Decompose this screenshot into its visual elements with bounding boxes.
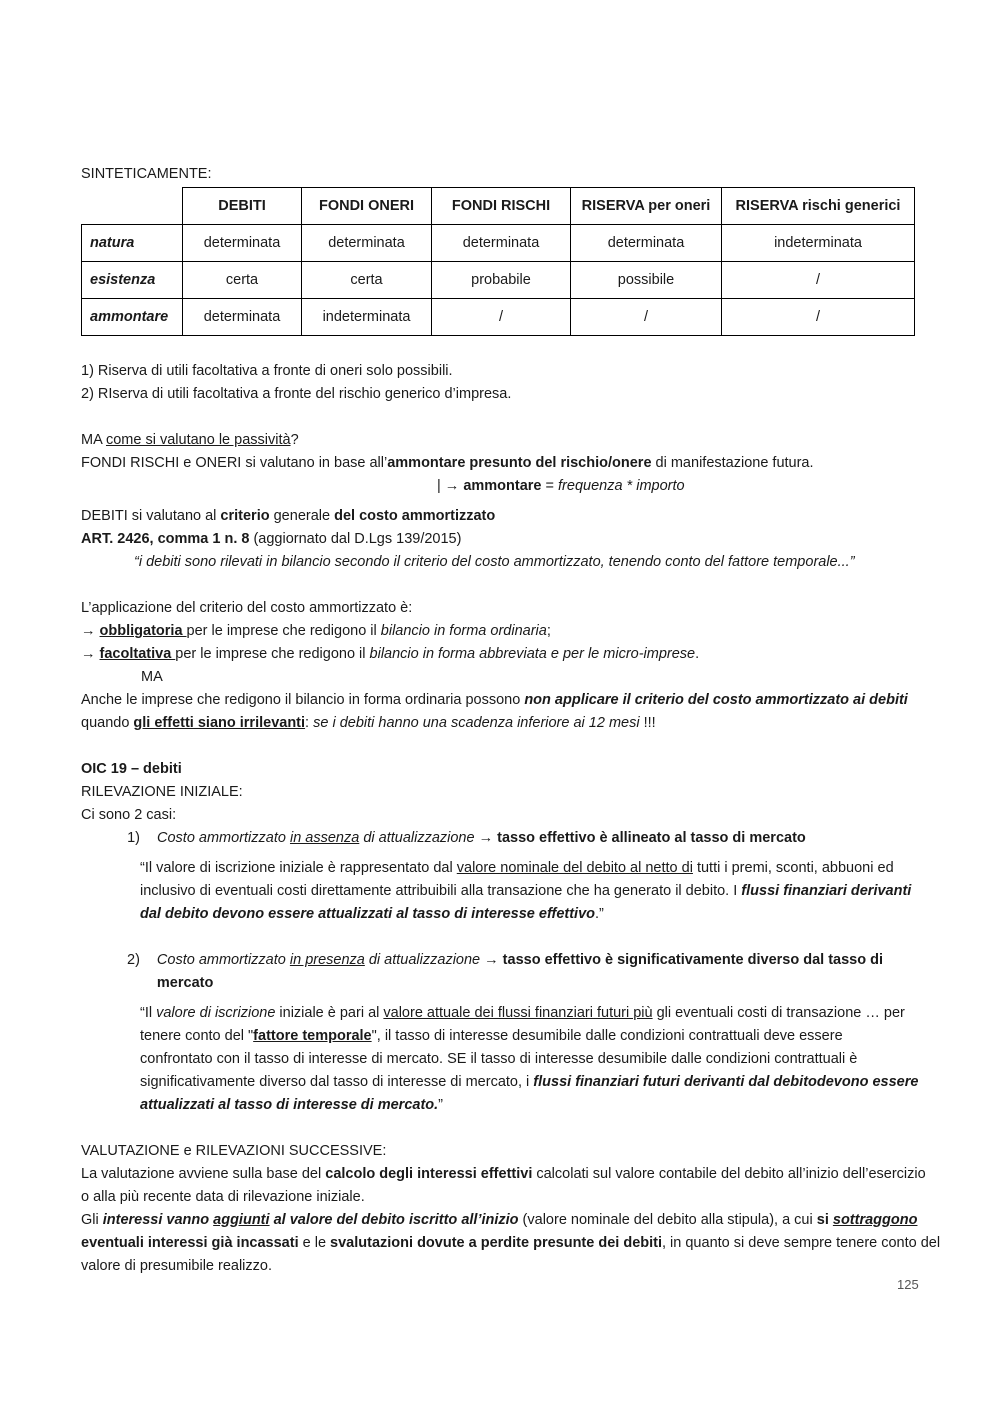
text: per le imprese che redigono il <box>175 646 370 662</box>
valutazione-heading: VALUTAZIONE e RILEVAZIONI SUCCESSIVE: <box>81 1143 387 1159</box>
case-text <box>140 949 941 995</box>
case-number: 2) <box>127 952 140 968</box>
valutazione-line: o alla più recente data di rilevazione iniziale. <box>81 1189 365 1205</box>
column-header: DEBITI <box>183 188 302 225</box>
bold-underlined-text: obbligatoria <box>99 623 187 639</box>
case-1-quote <box>140 857 941 926</box>
text: , in quanto si deve sempre tenere conto del <box>662 1235 941 1251</box>
ma-label: MA <box>141 669 163 685</box>
bold-text: del costo ammortizzato <box>334 508 496 524</box>
text: ? <box>290 432 299 448</box>
quote-line: confrontato con il tasso di interesse di mercato. SE il tasso di interesse desumibile dalle condizioni contrattuali è <box>140 1051 858 1067</box>
valutazione-line: valore di presumibile realizzo. <box>81 1258 272 1274</box>
table-cell: indeterminata <box>302 299 432 336</box>
underlined-text: come si valutano le passività <box>105 432 291 448</box>
column-header: FONDI RISCHI <box>432 188 571 225</box>
bold-italic-text: attualizzati al tasso di interesse di mercato. <box>140 1097 439 1113</box>
row-header: natura <box>82 225 183 262</box>
bold-text: calcolo degli interessi effettivi <box>325 1166 533 1182</box>
text: Gli <box>81 1212 103 1228</box>
text: ", il tasso di interesse desumibile dalle condizioni contrattuali deve essere <box>371 1028 843 1044</box>
table-corner-cell <box>82 188 183 225</box>
text: MA <box>81 432 106 448</box>
bold-text: ammontare <box>463 478 542 494</box>
bold-text: ART. 2426, comma 1 n. 8 <box>81 531 250 547</box>
table-cell: indeterminata <box>722 225 915 262</box>
underlined-text: valore attuale dei flussi finanziari futuri più <box>383 1005 653 1021</box>
table-cell: probabile <box>432 262 571 299</box>
bold-text: tasso effettivo è allineato al tasso di mercato <box>497 830 806 846</box>
table-cell: certa <box>302 262 432 299</box>
bold-italic-text: al valore del debito iscritto all’inizio <box>269 1212 519 1228</box>
italic-text: di attualizzazione <box>364 952 481 968</box>
table-cell: / <box>432 299 571 336</box>
text: generale <box>269 508 335 524</box>
italic-text: di attualizzazione <box>359 830 475 846</box>
spacer <box>81 574 941 597</box>
table-cell: / <box>722 299 915 336</box>
bold-italic-text: interessi vanno <box>102 1212 214 1228</box>
text: significativamente diverso dal tasso di interesse di mercato, i <box>140 1074 534 1090</box>
quote-line <box>140 1094 941 1117</box>
bold-underlined-text: gli effetti siano irrilevanti <box>133 715 306 731</box>
italic-text: Costo ammortizzato <box>156 952 290 968</box>
text: Anche le imprese che redigono il bilancio in forma ordinaria possono <box>81 692 525 708</box>
case-2-quote <box>140 1002 941 1117</box>
text: (valore nominale del debito alla stipula), a cui <box>518 1212 817 1228</box>
table-cell: / <box>571 299 722 336</box>
table-cell: determinata <box>183 225 302 262</box>
table-cell: determinata <box>432 225 571 262</box>
case-2 <box>81 949 941 995</box>
spacer <box>81 406 941 429</box>
italic-text: se i debiti hanno una scadenza inferiore ai 12 mesi <box>313 715 640 731</box>
column-header: RISERVA per oneri <box>571 188 722 225</box>
rilevazione-heading: RILEVAZIONE INIZIALE: <box>81 784 243 800</box>
row-header: ammontare <box>82 299 183 336</box>
bold-text: eventuali interessi già incassati <box>81 1235 299 1251</box>
bold-italic-text: flussi finanziari derivanti <box>741 883 912 899</box>
column-header: RISERVA rischi generici <box>722 188 915 225</box>
casi-label: Ci sono 2 casi: <box>81 807 177 823</box>
text: per le imprese che redigono il <box>186 623 381 639</box>
text: !!! <box>639 715 656 731</box>
note-1: 1) Riserva di utili facoltativa a fronte di oneri solo possibili. <box>81 363 453 379</box>
bullet-facoltativa <box>81 643 941 666</box>
text: gli eventuali costi di transazione … per <box>652 1005 905 1021</box>
valutazione-line <box>81 1209 941 1232</box>
document-page <box>81 163 941 1278</box>
italic-underlined-text: in presenza <box>289 952 365 968</box>
paragraph-debiti <box>81 505 941 528</box>
text: .” <box>595 906 604 922</box>
text: e le <box>298 1235 331 1251</box>
page-number: 125 <box>897 1277 919 1292</box>
bullet-obbligatoria <box>81 620 941 643</box>
text: ; <box>546 623 551 639</box>
paragraph-quando <box>81 712 941 735</box>
spacer <box>81 1117 941 1140</box>
bold-italic-underlined-text: aggiunti <box>213 1212 270 1228</box>
table-cell: determinata <box>183 299 302 336</box>
note-2: 2) RIserva di utili facoltativa a fronte del rischio generico d’impresa. <box>81 386 512 402</box>
text: inclusivo di eventuali costi direttamente attribuibili alla transazione che ha generato il debito. I <box>140 883 742 899</box>
bold-text: tasso effettivo è significativamente diverso dal tasso di mercato <box>156 952 884 991</box>
text: iniziale è pari al <box>275 1005 384 1021</box>
bold-text: criterio <box>220 508 270 524</box>
bold-italic-text: non applicare il criterio del costo ammortizzato ai debiti <box>524 692 908 708</box>
column-header: FONDI ONERI <box>302 188 432 225</box>
valutazione-line <box>81 1163 941 1186</box>
italic-underlined-text: in assenza <box>289 830 360 846</box>
quote-line <box>140 857 941 880</box>
bold-underlined-text: fattore temporale <box>253 1028 372 1044</box>
paragraph-applicazione: L’applicazione del criterio del costo ammortizzato è: <box>81 600 413 616</box>
text: tenere conto del " <box>140 1028 254 1044</box>
quote-line <box>140 1071 941 1094</box>
summary-table <box>81 187 915 336</box>
bold-text: si <box>816 1212 833 1228</box>
table-cell: determinata <box>571 225 722 262</box>
paragraph-anche <box>81 689 941 712</box>
arrow-icon: → <box>480 952 503 968</box>
bold-underlined-text: facoltativa <box>99 646 176 662</box>
section-heading: SINTETICAMENTE: <box>81 166 212 182</box>
paragraph-fondi <box>81 452 941 475</box>
text: FONDI RISCHI e ONERI si valutano in base all’ <box>81 455 388 471</box>
formula-line <box>81 475 941 498</box>
table-row <box>82 262 915 299</box>
table-cell: possibile <box>571 262 722 299</box>
case-number: 1) <box>127 830 140 846</box>
table-row <box>82 225 915 262</box>
text: “Il valore di iscrizione iniziale è rappresentato dal <box>140 860 457 876</box>
text: di manifestazione futura. <box>651 455 814 471</box>
italic-text: Costo ammortizzato <box>157 830 290 846</box>
arrow-icon: → <box>474 830 498 846</box>
case-1 <box>81 827 941 850</box>
table-cell: / <box>722 262 915 299</box>
quote-line <box>140 1025 941 1048</box>
case-text <box>140 827 806 850</box>
article-quote: “i debiti sono rilevati in bilancio secondo il criterio del costo ammortizzato, tenendo conto del fattore temporale...” <box>134 554 855 570</box>
spacer <box>81 926 941 949</box>
text: calcolati sul valore contabile del debito all’inizio dell’esercizio <box>532 1166 926 1182</box>
underlined-text: valore nominale del debito al netto di <box>456 860 693 876</box>
italic-text: bilancio in forma abbreviata e per le micro-imprese <box>369 646 696 662</box>
text: ” <box>438 1097 443 1113</box>
quote-line <box>140 1002 941 1025</box>
bold-italic-underlined-text: sottraggono <box>832 1212 918 1228</box>
italic-text: frequenza * importo <box>558 478 685 494</box>
text: DEBITI si valutano al <box>81 508 221 524</box>
valutazione-line <box>81 1232 941 1255</box>
table-cell: certa <box>183 262 302 299</box>
text: . <box>695 646 700 662</box>
paragraph-article <box>81 528 941 551</box>
bold-text: svalutazioni dovute a perdite presunte dei debiti <box>330 1235 662 1251</box>
arrow-icon: → <box>81 623 100 639</box>
table-row <box>82 299 915 336</box>
arrow-icon: → <box>81 646 100 662</box>
text: quando <box>81 715 134 731</box>
text: tutti i premi, sconti, abbuoni ed <box>692 860 894 876</box>
row-header: esistenza <box>82 262 183 299</box>
bold-italic-text: flussi finanziari futuri derivanti dal debitodevono essere <box>533 1074 919 1090</box>
table-cell: determinata <box>302 225 432 262</box>
paragraph-question <box>81 429 941 452</box>
quote-line <box>140 903 941 926</box>
oic-heading: OIC 19 – debiti <box>81 761 182 777</box>
bold-italic-text: dal debito devono essere attualizzati al tasso di interesse effettivo <box>140 906 596 922</box>
text: “Il <box>140 1005 157 1021</box>
text: (aggiornato dal D.Lgs 139/2015) <box>249 531 462 547</box>
arrow-icon: | → <box>437 478 464 494</box>
italic-text: valore di iscrizione <box>156 1005 276 1021</box>
spacer <box>81 735 941 758</box>
bold-text: ammontare presunto del rischio/onere <box>387 455 652 471</box>
italic-text: bilancio in forma ordinaria <box>380 623 547 639</box>
text: = <box>541 478 559 494</box>
table-header-row <box>82 188 915 225</box>
quote-line <box>140 880 941 903</box>
text: : <box>305 715 314 731</box>
text: La valutazione avviene sulla base del <box>81 1166 326 1182</box>
